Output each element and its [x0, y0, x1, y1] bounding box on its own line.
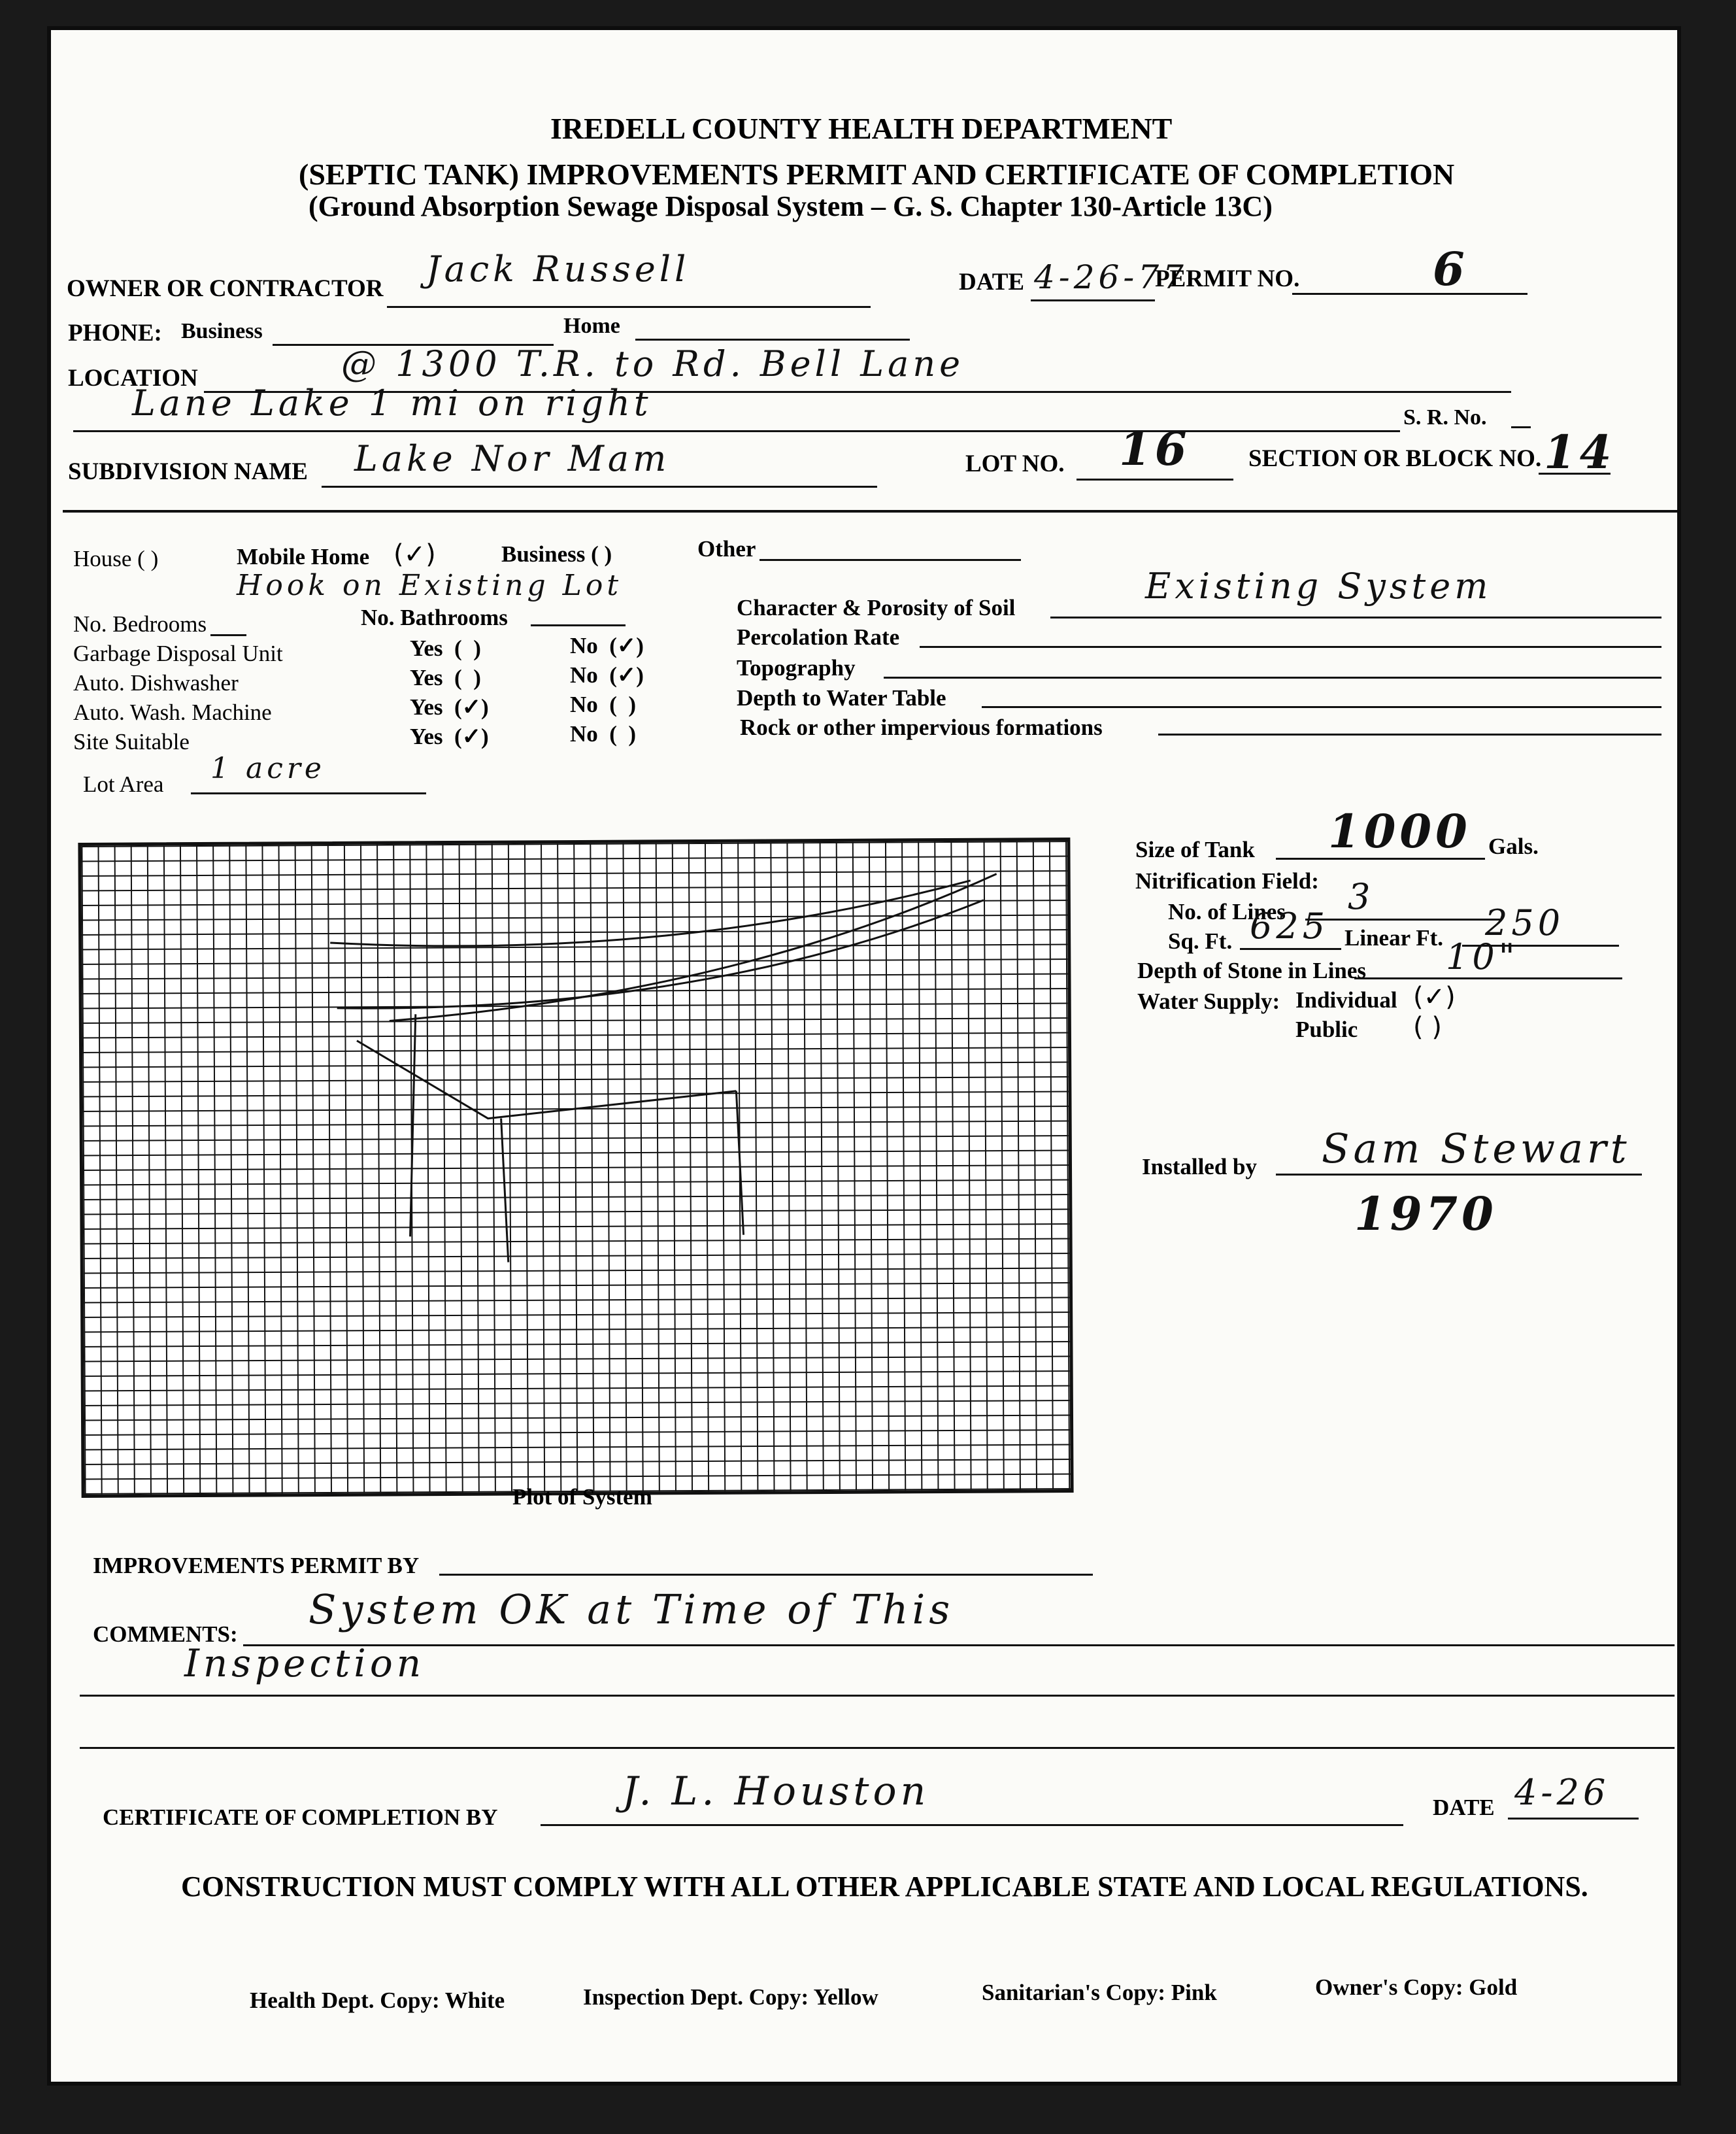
- location-line2[interactable]: Lane Lake 1 mi on right: [132, 382, 652, 424]
- site-suitable-no[interactable]: No ( ): [570, 721, 637, 747]
- comments-label: COMMENTS:: [93, 1621, 238, 1647]
- bedrooms-label: No. Bedrooms: [73, 611, 207, 637]
- lot-no-value[interactable]: 16: [1119, 422, 1191, 476]
- department-heading: IREDELL COUNTY HEALTH DEPARTMENT: [550, 112, 1173, 145]
- phone-home-label: Home: [563, 314, 620, 338]
- other-label: Other: [697, 536, 756, 562]
- stone-depth-value[interactable]: 10": [1446, 936, 1519, 977]
- permit-no-value[interactable]: 6: [1433, 242, 1469, 296]
- certificate-value[interactable]: J. L. Houston: [622, 1769, 930, 1814]
- lot-no-label: LOT NO.: [965, 450, 1065, 477]
- certificate-date-value[interactable]: 4-26: [1514, 1772, 1610, 1813]
- sqft-label: Sq. Ft.: [1168, 928, 1233, 954]
- location-line1[interactable]: @ 1300 T.R. to Rd. Bell Lane: [341, 343, 965, 384]
- lot-area-value[interactable]: 1 acre: [210, 752, 326, 785]
- linear-ft-label: Linear Ft.: [1344, 925, 1444, 951]
- permit-no-label: PERMIT NO.: [1155, 265, 1300, 292]
- rock-label: Rock or other impervious formations: [740, 715, 1103, 740]
- public-check[interactable]: ( ): [1413, 1012, 1442, 1042]
- topography-label: Topography: [737, 655, 856, 681]
- location-label: LOCATION: [68, 365, 198, 392]
- tank-size-label: Size of Tank: [1135, 837, 1255, 862]
- dwelling-note[interactable]: Hook on Existing Lot: [237, 569, 623, 602]
- subdivision-value[interactable]: Lake Nor Mam: [354, 438, 671, 479]
- perc-rate-label: Percolation Rate: [737, 624, 900, 650]
- site-suitable-label: Site Suitable: [73, 729, 190, 754]
- wash-machine-no[interactable]: No ( ): [570, 692, 637, 717]
- copy-health-dept: Health Dept. Copy: White: [250, 1988, 505, 2013]
- water-supply-label: Water Supply:: [1137, 989, 1280, 1014]
- dishwasher-label: Auto. Dishwasher: [73, 670, 239, 696]
- installed-by-label: Installed by: [1142, 1154, 1258, 1179]
- mobile-home-label: Mobile Home: [237, 544, 370, 569]
- installed-year[interactable]: 1970: [1354, 1187, 1497, 1241]
- tank-unit: Gals.: [1488, 834, 1539, 859]
- owner-value[interactable]: Jack Russell: [426, 248, 690, 290]
- porosity-label: Character & Porosity of Soil: [737, 595, 1016, 620]
- phone-label: PHONE:: [68, 320, 162, 347]
- lines-label: No. of Lines: [1168, 899, 1286, 924]
- subdivision-label: SUBDIVISION NAME: [68, 458, 308, 485]
- plot-grid[interactable]: [78, 838, 1073, 1498]
- garbage-disposal-label: Garbage Disposal Unit: [73, 641, 283, 666]
- site-suitable-yes[interactable]: Yes (✓): [410, 724, 489, 749]
- owner-label: OWNER OR CONTRACTOR: [67, 275, 384, 302]
- individual-check[interactable]: (✓): [1413, 982, 1456, 1012]
- certificate-label: CERTIFICATE OF COMPLETION BY: [103, 1804, 498, 1830]
- section-value[interactable]: 14: [1544, 425, 1616, 479]
- plot-sketch: [81, 841, 1070, 1495]
- garbage-disposal-yes[interactable]: Yes ( ): [410, 635, 481, 661]
- house-option[interactable]: House ( ): [73, 546, 159, 571]
- bathrooms-label: No. Bathrooms: [361, 605, 508, 630]
- comments-line2[interactable]: Inspection: [184, 1641, 426, 1685]
- certificate-date-label: DATE: [1433, 1795, 1495, 1820]
- date-label: DATE: [959, 269, 1025, 296]
- permit-by-label: IMPROVEMENTS PERMIT BY: [93, 1553, 420, 1578]
- permit-form: [47, 26, 1681, 2086]
- linear-ft-value[interactable]: 250: [1485, 902, 1565, 943]
- sqft-value[interactable]: 625: [1250, 906, 1329, 947]
- lot-area-label: Lot Area: [83, 771, 164, 797]
- porosity-value[interactable]: Existing System: [1145, 566, 1492, 607]
- comments-line1[interactable]: System OK at Time of This: [309, 1585, 954, 1633]
- tank-size-value[interactable]: 1000: [1328, 804, 1471, 858]
- plot-caption: Plot of System: [512, 1484, 652, 1510]
- dishwasher-yes[interactable]: Yes ( ): [410, 665, 481, 690]
- nitrification-label: Nitrification Field:: [1135, 868, 1319, 894]
- installed-by-value[interactable]: Sam Stewart: [1322, 1125, 1631, 1172]
- section-label: SECTION OR BLOCK NO.: [1248, 445, 1542, 472]
- copy-owner: Owner's Copy: Gold: [1315, 1974, 1518, 2000]
- form-subtitle: (Ground Absorption Sewage Disposal System – G. S. Chapter 130-Article 13C): [309, 190, 1273, 222]
- lines-value[interactable]: 3: [1348, 876, 1375, 917]
- public-label: Public: [1295, 1017, 1358, 1042]
- sr-no-label: S. R. No.: [1403, 405, 1487, 430]
- garbage-disposal-no[interactable]: No (✓): [570, 633, 644, 658]
- wash-machine-yes[interactable]: Yes (✓): [410, 694, 489, 720]
- wash-machine-label: Auto. Wash. Machine: [73, 700, 272, 725]
- individual-label: Individual: [1295, 987, 1397, 1013]
- stone-depth-label: Depth of Stone in Lines: [1137, 958, 1367, 983]
- mobile-home-check[interactable]: (✓): [393, 539, 436, 569]
- section-divider: [63, 510, 1677, 513]
- form-title: (SEPTIC TANK) IMPROVEMENTS PERMIT AND CERTIFICATE OF COMPLETION: [299, 158, 1455, 191]
- copy-inspection-dept: Inspection Dept. Copy: Yellow: [583, 1984, 878, 2010]
- water-table-label: Depth to Water Table: [737, 685, 946, 711]
- copy-sanitarian: Sanitarian's Copy: Pink: [982, 1980, 1217, 2005]
- date-value[interactable]: 4-26-77: [1034, 258, 1188, 296]
- business-option[interactable]: Business ( ): [501, 541, 612, 567]
- phone-business-label: Business: [181, 319, 263, 343]
- compliance-notice: CONSTRUCTION MUST COMPLY WITH ALL OTHER APPLICABLE STATE AND LOCAL REGULATIONS.: [181, 1871, 1588, 1903]
- dishwasher-no[interactable]: No (✓): [570, 662, 644, 688]
